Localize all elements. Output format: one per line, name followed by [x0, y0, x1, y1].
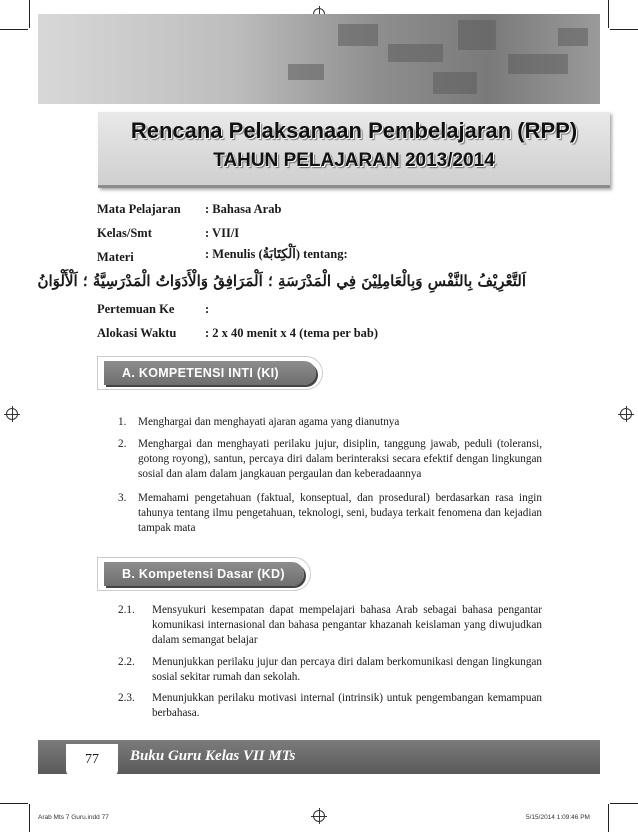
header-banner	[38, 14, 600, 104]
crop-mark	[0, 29, 28, 30]
material-value: : Menulis (اَلْكِتَابَةُ) tentang:	[205, 247, 348, 262]
arabic-topics: اَلتَّعْرِيْفُ بِالنَّفْسِ وَبِالْعَامِلِيْنَ فِي الْمَدْرَسَةِ ؛ اَلْمَرَافِقُ وَالْأَدَوَاتُ الْمَدْرَسِيَّةُ ؛ اَلْأَلْوَانُ	[37, 272, 526, 290]
list-item: 2.2. Menunjukkan perilaku jujur dan percaya diri dalam berkomunikasi dengan lingkungan sosial sekitar rumah dan sekolah.	[118, 656, 542, 683]
registration-mark-icon	[620, 408, 632, 420]
list-item: 2.1. Mensyukuri kesempatan dapat mempelajari bahasa Arab sebagai bahasa pengantar komunikasi internasional dan bahasa pengantar khazanah keislaman yang diwujudkan dalam semangat belajar	[118, 604, 542, 646]
crop-mark	[608, 804, 609, 832]
list-item: 3. Memahami pengetahuan (faktual, konseptual, dan prosedural) berdasarkan rasa ingin tahunya tentang ilmu pengetahuan, teknologi, seni, budaya terkait fenomena dan kejadian tampak mata	[118, 492, 542, 534]
material-label: Materi	[97, 250, 134, 264]
section-a-header	[98, 357, 322, 389]
material-arabic: اَلْكِتَابَةُ	[262, 247, 296, 262]
section-b-title: B. Kompetensi Dasar (KD)	[104, 562, 304, 586]
list-item: 2. Menghargai dan menghayati perilaku jujur, disiplin, tanggung jawab, peduli (toleransi, gotong royong), santun, percaya diri dalam berinteraksi secara efektif dengan lingkungan sosial dan alam dalam jangkauan pergaulan dan keberadaannya	[118, 438, 542, 480]
crop-mark	[610, 29, 638, 30]
slug-file: Arab Mts 7 Guru.indd 77	[38, 814, 109, 821]
registration-mark-icon	[313, 810, 325, 822]
section-b-header	[98, 558, 310, 590]
class-label: Kelas/Smt	[97, 226, 152, 240]
meeting-label: Pertemuan Ke	[97, 302, 175, 316]
meeting-value: :	[205, 302, 210, 316]
crop-mark	[29, 0, 30, 28]
class-value: : VII/I	[205, 226, 240, 240]
subject-value: : Bahasa Arab	[205, 202, 282, 216]
list-item: 2.3. Menunjukkan perilaku motivasi internal (intrinsik) untuk pengembangan kemampuan berbahasa.	[118, 692, 542, 719]
page-subtitle: TAHUN PELAJARAN 2013/2014	[213, 150, 495, 171]
crop-mark	[608, 0, 609, 28]
crop-mark	[610, 803, 638, 804]
footer-band	[38, 740, 600, 774]
time-label: Alokasi Waktu	[97, 326, 177, 340]
book-title: Buku Guru Kelas VII MTs	[130, 748, 296, 764]
subject-label: Mata Pelajaran	[97, 202, 181, 216]
page-title: Rencana Pelaksanaan Pembelajaran (RPP)	[130, 118, 578, 143]
section-a-title: A. KOMPETENSI INTI (KI)	[104, 361, 316, 385]
time-value: : 2 x 40 menit x 4 (tema per bab)	[205, 326, 379, 340]
page-number: 77	[66, 744, 118, 776]
crop-mark	[29, 804, 30, 832]
slug-timestamp: 5/15/2014 1:09:46 PM	[526, 814, 590, 821]
registration-mark-icon	[6, 408, 18, 420]
title-box	[98, 112, 610, 188]
list-item: 1. Menghargai dan menghayati ajaran agama yang dianutnya	[118, 416, 400, 428]
crop-mark	[0, 803, 28, 804]
